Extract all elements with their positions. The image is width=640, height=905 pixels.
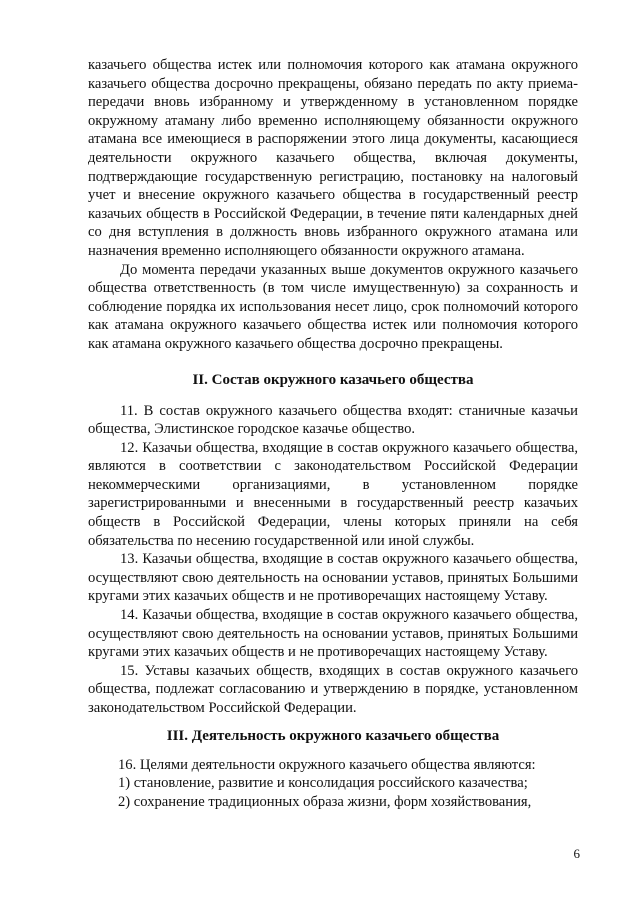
paragraph: 16. Целями деятельности окружного казачьего общества являются: xyxy=(118,756,536,773)
paragraph: 13. Казачьи общества, входящие в состав окружного казачьего общества, осуществляют свою деятельность на основании уставов, принятых Большими кругами этих казачьих обществ и не противоречащих настоящему Уставу. xyxy=(88,551,578,605)
paragraph: 11. В состав окружного казачьего общества входят: станичные казачьи общества, Элистинское городское казачье общество. xyxy=(88,402,578,438)
paragraph: 14. Казачьи общества, входящие в состав окружного казачьего общества, осуществляют свою деятельность на основании уставов, принятых Большими кругами этих казачьих обществ и не противоречащих настоящему Уставу. xyxy=(88,607,578,661)
paragraph: 15. Уставы казачьих обществ, входящих в состав окружного казачьего общества, подлежат согласованию и утверждению в порядке, установленном законодательством Российской Федерации. xyxy=(88,662,578,716)
paragraph: 12. Казачьи общества, входящие в состав окружного казачьего общества, являются в соответствии с законодательством Российской Федерации некоммерческими организациями, в установленном порядке зарегистрированными и внесенными в государственный реестр казачьих обществ в Российской Федерации, члены которых приняли на себя обязательства по несению государственной или иной службы. xyxy=(88,439,578,549)
list-item: 2) сохранение традиционных образа жизни, форм хозяйствования, xyxy=(118,793,532,810)
section-heading: III. Деятельность окружного казачьего общества xyxy=(166,727,500,744)
page-body xyxy=(88,56,578,811)
paragraph: казачьего общества истек или полномочия которого как атамана окружного казачьего общества досрочно прекращены, обязано передать по акту приема-передачи вновь избранному и утвержденному в установленном порядке окружному атаману либо временно исполняющему обязанности окружного атамана все имеющиеся в распоряжении этого лица документы, касающиеся деятельности окружного казачьего общества, включая документы, подтверждающие государственную регистрацию, постановку на налоговый учет и внесение окружного казачьего общества в государственный реестр казачьих обществ в Российской Федерации, в течение пяти календарных дней со дня вступления в должность вновь избранного окружного атамана или назначения временно исполняющего обязанности окружного атамана. xyxy=(88,57,578,259)
page-number: 6 xyxy=(573,846,580,861)
paragraph: До момента передачи указанных выше документов окружного казачьего общества ответственность (в том числе имущественную) за сохранность и соблюдение порядка их использования несет лицо, срок полномочий которого как атамана окружного казачьего общества истек или полномочия которого как атамана окружного казачьего общества досрочно прекращены. xyxy=(88,261,578,352)
section-heading: II. Состав окружного казачьего общества xyxy=(192,371,474,388)
list-item: 1) становление, развитие и консолидация российского казачества; xyxy=(118,775,528,792)
